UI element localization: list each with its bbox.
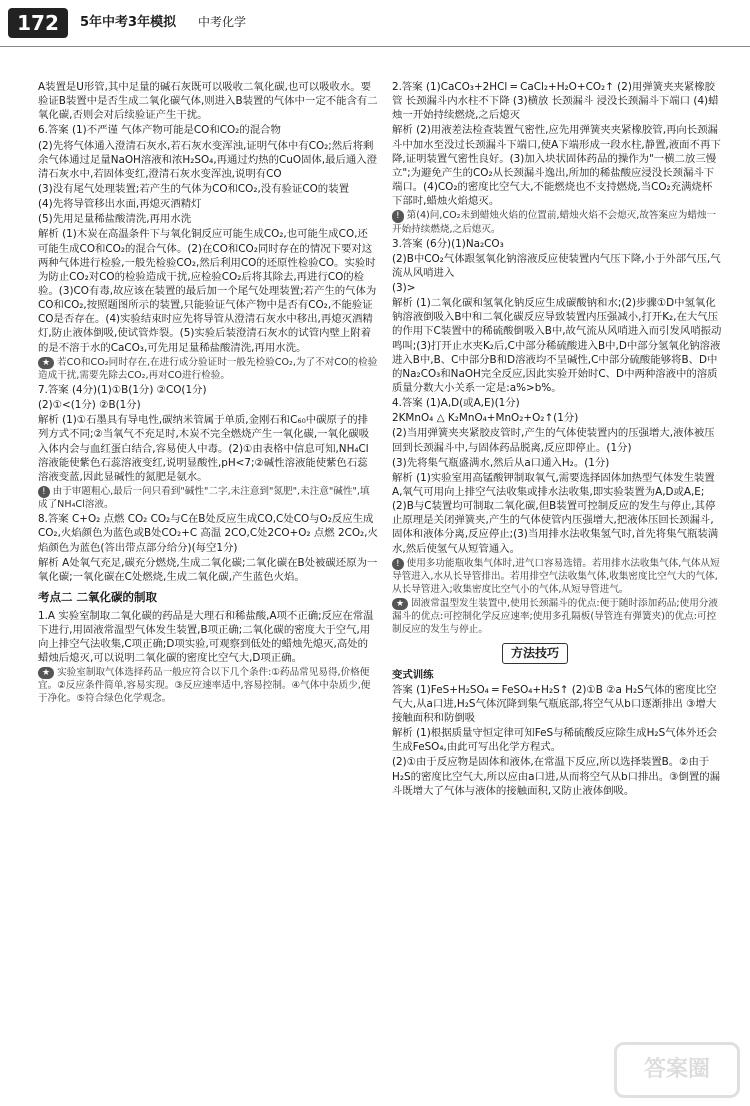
analysis: 解析 (2)用液差法检查装置气密性,应先用弹簧夹夹紧橡胶管,再向长颈漏斗中加水至没过长颈漏斗下端口,使A下端形成一段水柱,静置,液面不再下降,证明装置气密性良好。(3)加入块状固体药品的操作为"一横二放三慢立";为避免产生的CO₂从长颈漏斗逸出,所加的稀盐酸应浸没长颈漏斗下端口。(4)CO₂的密度比空气大,不能燃烧也不支持燃烧,当CO₂充满烧杯下部时,蜡烛火焰熄灭。	[392, 124, 721, 208]
paragraph: (3)>	[392, 281, 416, 294]
paragraph: (5)先用足量稀盐酸清洗,再用水洗	[38, 213, 192, 226]
tip-note: ★ 实验室制取气体选择药品一般应符合以下几个条件:①药品常见易得,价格便宜。②反应条件简单,容易实现。③反应速率适中,容易控制。④气体中杂质少,便于净化。⑤符合绿色化学观念。	[38, 667, 371, 705]
analysis: 解析 (1)木炭在高温条件下与氧化铜反应可能生成CO₂,也可能生成CO,还可能生成CO和CO₂的混合气体。(2)在CO和CO₂同时存在的情况下要对这两种气体进行检验,一般先检验CO₂,然后利用CO的还原性检验CO。实验时为防止CO₂对CO的检验造成干扰,应检验CO₂后将其除去,再进行CO的检验。(3)CO有毒,故应该在装置的最后加一个尾气处理装置;若产生的气体为CO和CO₂,按照题图所示的装置,只能验证气体产物中是否有CO₂,不能验证CO是否存在。(4)实验结束时应先将导管从澄清石灰水中移出,再熄灭酒精灯,防止液体倒吸,使试管炸裂。(5)实验后装澄清石灰水的试管内壁上附着的是不溶于水的CaCO₃,可先用足量稀盐酸清洗,再用水洗。	[38, 228, 377, 354]
paragraph: A装置是U形管,其中足量的碱石灰既可以吸收二氧化碳,也可以吸收水。要验证B装置中是否生成二氧化碳气体,则进入B装置的气体中一定不能含有二氧化碳,否则会对后续验证产生干扰。	[38, 81, 378, 122]
answer: 1.A 实验室制取二氧化碳的药品是大理石和稀盐酸,A项不正确;反应在常温下进行,用固液常温型气体发生装置,B项正确;二氧化碳的密度大于空气,用向上排空气法收集,C项正确;D项实验,可观察到低处的蜡烛先熄灭,高处的蜡烛后熄灭,可以说明二氧化碳的密度比空气大,D项正确。	[38, 609, 374, 664]
paragraph: (2)当用弹簧夹夹紧胶皮管时,产生的气体使装置内的压强增大,液体被压回到长颈漏斗中,与固体药品脱离,反应即停止。(1分)	[392, 427, 715, 454]
tip-badge: ★	[392, 598, 408, 610]
paragraph: (2)①由于反应物是固体和液体,在常温下反应,所以选择装置B。②由于H₂S的密度比空气大,所以应由a口进,从而将空气从b口排出。③倒置的漏斗既增大了气体与液体的接触面积,又防止液体倒吸。	[392, 756, 721, 797]
tip-badge: ★	[38, 357, 54, 369]
analysis: 解析 (1)实验室用高锰酸钾制取氧气,需要选择固体加热型气体发生装置A,氧气可用向上排空气法收集或排水法收集,即实验装置为A,D或A,E;(2)B与C装置均可制取二氧化碳,但B装置可控制反应的发生与停止,其停止原理是关闭弹簧夹,产生的气体使管内压强增大,把液体压回长颈漏斗,固体和液体分离,反应停止;(3)当用排水法收集氢气时,首先将集气瓶装满水,然后使氢气从短管通入。	[392, 471, 719, 555]
answer: 2.答案 (1)CaCO₃+2HCl ═ CaCl₂+H₂O+CO₂↑ (2)用弹簧夹夹紧橡胶管 长颈漏斗内水柱不下降 (3)横放 长颈漏斗 浸没长颈漏斗下端口 (4)蜡烛一开始持续燃烧,之后熄灭	[392, 81, 719, 122]
answer: 4.答案 (1)A,D(或A,E)(1分)	[392, 397, 520, 410]
paragraph: (2)先将气体通入澄清石灰水,若石灰水变浑浊,证明气体中有CO₂;然后将剩余气体通过足量NaOH溶液和浓H₂SO₄,再通过灼热的CuO固体,最后通入澄清石灰水中,若固体变红,澄清石灰水变浑浊,说明有CO	[38, 139, 378, 180]
answer: 答案 (1)FeS+H₂SO₄ ═ FeSO₄+H₂S↑ (2)①B ②a H₂S气体的密度比空气大,从a口进,H₂S气体沉降到集气瓶底部,将空气从b口逐渐排出 ③增大接触面积和防倒吸	[392, 683, 717, 725]
error-badge: !	[392, 210, 404, 222]
analysis: 解析 (1)根据质量守恒定律可知FeS与稀硫酸反应除生成H₂S气体外还会生成FeSO₄,由此可写出化学方程式。	[392, 727, 718, 754]
answer: 8.答案 C+O₂ 点燃 CO₂ CO₂与C在B处反应生成CO,C处CO与O₂反应生成CO₂,火焰颜色为蓝色或B处CO₂+C 高温 2CO,C处2CO+O₂ 点燃 2CO₂,火焰颜色为蓝色(答出带点部分给分)(每空1分)	[38, 513, 378, 554]
analysis: 解析 (1)二氧化碳和氢氧化钠反应生成碳酸钠和水;(2)步骤①D中氢氧化钠溶液倒吸入B中和二氧化碳反应导致装置内压强减小,打开K₂,在大气压的作用下C装置中的稀硫酸倒吸入B中,故气流从风哨进入而引发风哨振动鸣叫;(3)打开止水夹K₂后,C中部分稀硫酸进入B中,D中部分氢氧化钠溶液进入B中,B、C中部分B和D溶液均不呈碱性,C中部分硫酸能够将B、D中的Na₂CO₃和NaOH完全反应,因此实验开始时C、D中两种溶液中的溶质质量分数大小关系一定是:a%>b%。	[392, 297, 722, 394]
answer: 3.答案 (6分)(1)Na₂CO₃	[392, 237, 504, 250]
section-heading: 考点二 二氧化碳的制取	[38, 589, 158, 604]
watermark-logo: 答案圈	[614, 1042, 740, 1098]
book-title: 5年中考3年模拟	[80, 15, 177, 30]
tip-note: ★ 固液常温型发生装置中,使用长颈漏斗的优点:便于随时添加药品;使用分液漏斗的优点:可控制化学反应速率;使用多孔隔板(导管连有弹簧夹)的优点:可控制反应的发生与停止。	[392, 597, 718, 636]
page-number: 172	[8, 8, 68, 38]
equation: 2KMnO₄ △ K₂MnO₄+MnO₂+O₂↑(1分)	[392, 412, 579, 425]
left-column	[38, 80, 378, 706]
error-badge: !	[392, 558, 404, 570]
error-note: ! 使用多功能瓶收集气体时,进气口容易选错。若用排水法收集气体,气体从短导管进入,水从长导管排出。若用排空气法收集气体,收集密度比空气大的气体,从长导管进入;收集密度比空气小的气体,从短导管进气。	[392, 557, 720, 595]
right-column	[392, 80, 722, 799]
answer: 6.答案 (1)不严谨 气体产物可能是CO和CO₂的混合物	[38, 124, 281, 137]
tip-badge: ★	[38, 667, 54, 679]
analysis: 解析 (1)①石墨具有导电性,碳纳米管属于单质,金刚石和C₆₀中碳原子的排列方式不同;②当氧气不充足时,木炭不完全燃烧产生一氧化碳,一氧化碳吸入体内会与血红蛋白结合,容易使人中毒。(2)①由表格中信息可知,NH₄Cl溶液能使紫色石蕊溶液变红,说明显酸性,pH<7;②碱性溶液能使紫色石蕊溶液变蓝,因此显碱性的氮肥是氨水。	[38, 414, 370, 483]
method-heading: 方法技巧	[502, 643, 568, 663]
paragraph: (2)B中CO₂气体跟氢氧化钠溶液反应使装置内气压下降,小于外部气压,气流从风哨进入	[392, 252, 721, 279]
paragraph: (4)先将导管移出水面,再熄灭酒精灯	[38, 198, 202, 211]
paragraph: (2)①<(1分) ②B(1分)	[38, 399, 141, 412]
error-note: ! 第(4)问,CO₂未到蜡烛火焰的位置前,蜡烛火焰不会熄灭,故答案应为蜡烛一开始持续燃烧,之后熄灭。	[392, 210, 717, 235]
tip-note: ★ 若CO和CO₂同时存在,在进行成分验证时一般先检验CO₂,为了不对CO的检验造成干扰,需要先除去CO₂,再对CO进行检验。	[38, 356, 378, 381]
analysis: 解析 A处氧气充足,碳充分燃烧,生成二氧化碳;二氧化碳在B处被碳还原为一氧化碳;一氧化碳在C处燃烧,生成二氧化碳,产生蓝色火焰。	[38, 556, 378, 583]
subsection-heading: 变式训练	[392, 668, 434, 681]
subject-title: 中考化学	[198, 15, 247, 29]
paragraph: (3)没有尾气处理装置;若产生的气体为CO和CO₂,没有验证CO的装置	[38, 182, 349, 195]
paragraph: (3)先将集气瓶盛满水,然后从a口通入H₂。(1分)	[392, 456, 610, 469]
error-note: ! 由于审题粗心,最后一问只看到"碱性"二字,未注意到"氮肥",未注意"碱性",填成了NH₄Cl溶液。	[38, 485, 370, 511]
error-badge: !	[38, 486, 50, 498]
answer: 7.答案 (4分)(1)①B(1分) ②CO(1分)	[38, 383, 207, 396]
page-header	[0, 0, 750, 47]
